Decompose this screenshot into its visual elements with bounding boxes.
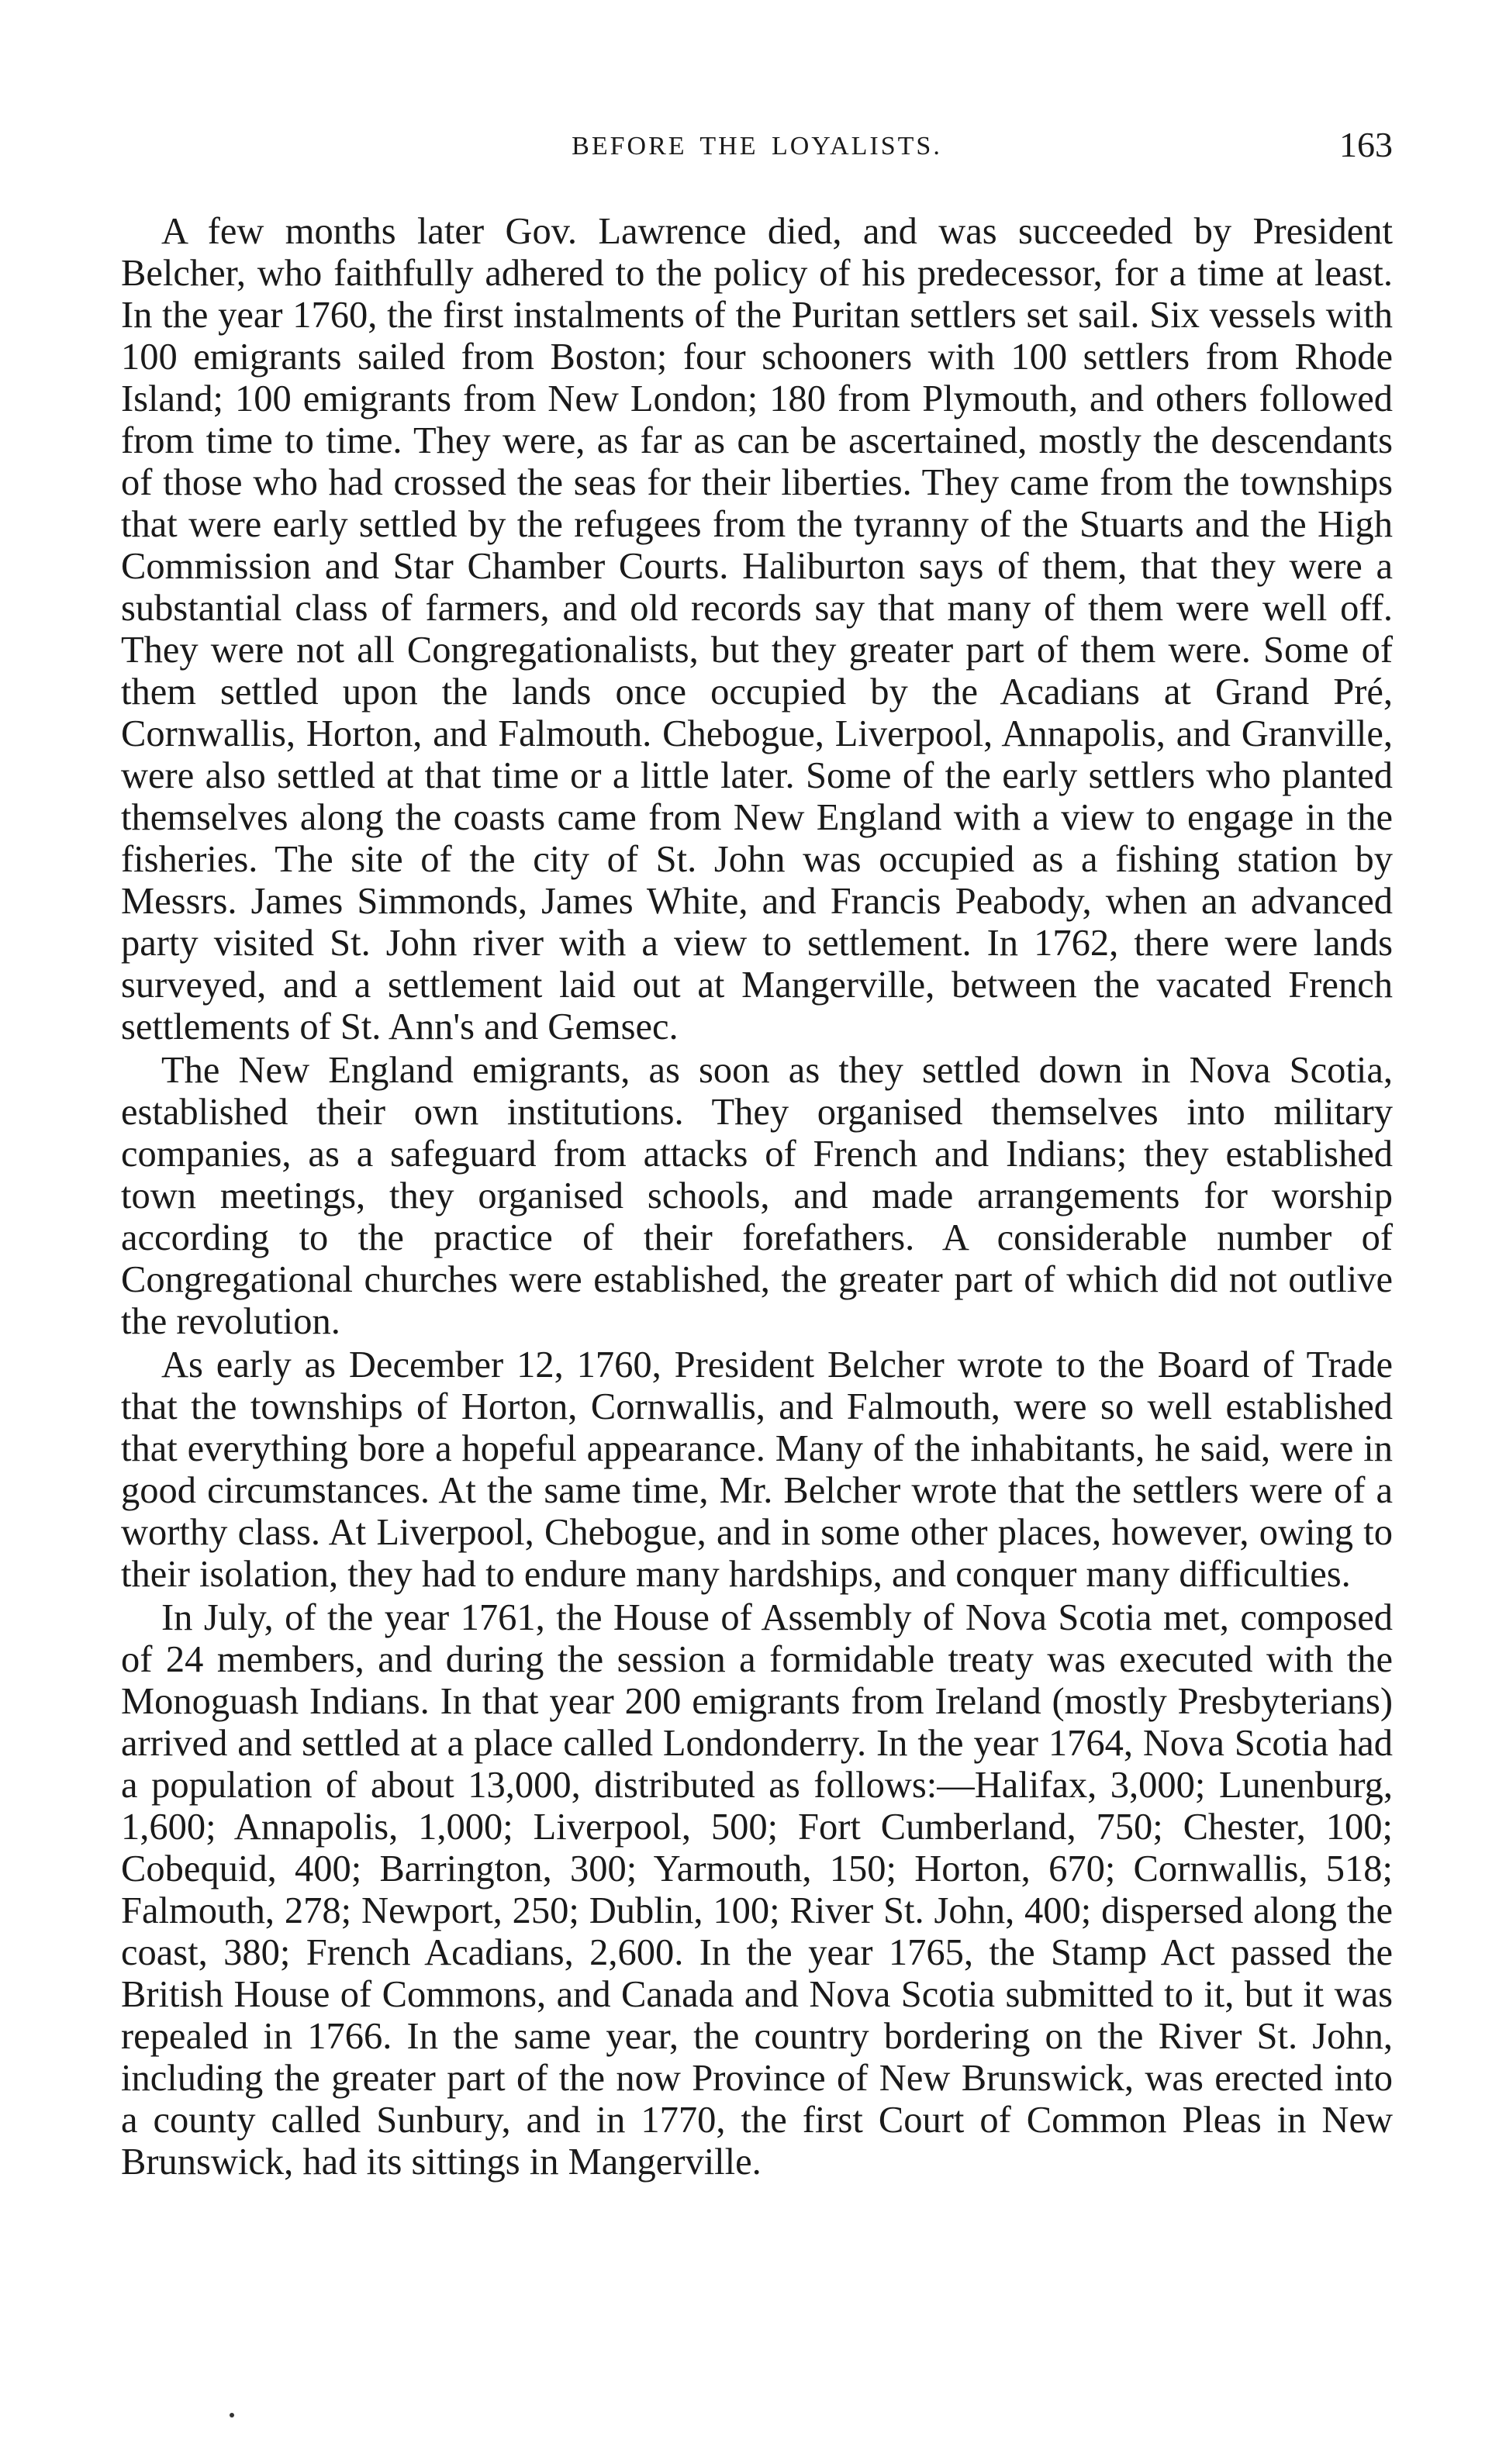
paragraph: A few months later Gov. Lawrence died, and was succeeded by President Belcher, who faithfully adhered to the policy of his predecessor, for a time at least. In the year 1760, the first instalments of the Puritan settlers set sail. Six vessels with 100 emigrants sailed from Boston; four schooners with 100 settlers from Rhode Island; 100 emigrants from New London; 180 from Plymouth, and others followed from time to time. They were, as far as can be ascertained, mostly the descendants of those who had crossed the seas for their liberties. They came from the townships that were early settled by the refugees from the tyranny of the Stuarts and the High Commission and Star Chamber Courts. Haliburton says of them, that they were a substantial class of farmers, and old records say that many of them were well off. They were not all Congregationalists, but they greater part of them were. Some of them settled upon the lands once occupied by the Acadians at Grand Pré, Cornwallis, Horton, and Falmouth. Chebogue, Liverpool, Annapolis, and Granville, were also settled at that time or a little later. Some of the early settlers who planted themselves along the coasts came from New England with a view to engage in the fisheries. The site of the city of St. John was occupied as a fishing station by Messrs. James Simmonds, James White, and Francis Peabody, when an advanced party visited St. John river with a view to settlement. In 1762, there were lands surveyed, and a settlement laid out at Mangerville, between the vacated French settlements of St. Ann's and Gemsec. — [121, 211, 1393, 1047]
ink-speck — [230, 2413, 234, 2417]
page-number: 163 — [1339, 125, 1393, 164]
book-page — [121, 124, 1393, 2185]
paragraph: In July, of the year 1761, the House of Assembly of Nova Scotia met, composed of 24 members, and during the session a formidable treaty was executed with the Monoguash Indians. In that year 200 emigrants from Ireland (mostly Presbyterians) arrived and settled at a place called Londonderry. In the year 1764, Nova Scotia had a population of about 13,000, distributed as follows:—Halifax, 3,000; Lunenburg, 1,600; Annapolis, 1,000; Liverpool, 500; Fort Cumberland, 750; Chester, 100; Cobequid, 400; Barrington, 300; Yarmouth, 150; Horton, 670; Cornwallis, 518; Falmouth, 278; Newport, 250; Dublin, 100; River St. John, 400; dispersed along the coast, 380; French Acadians, 2,600. In the year 1765, the Stamp Act passed the British House of Commons, and Canada and Nova Scotia submitted to it, but it was repealed in 1766. In the same year, the country bordering on the River St. John, including the greater part of the now Province of New Brunswick, was erected into a county called Sunbury, and in 1770, the first Court of Common Pleas in New Brunswick, had its sittings in Mangerville. — [121, 1597, 1393, 2183]
running-title: BEFORE THE LOYALISTS. — [572, 132, 942, 160]
running-head — [121, 124, 1393, 178]
paragraph: The New England emigrants, as soon as they settled down in Nova Scotia, established their own institutions. They organised themselves into military companies, as a safeguard from attacks of French and Indians; they established town meetings, they organised schools, and made arrangements for worship according to the practice of their forefathers. A considerable number of Congregational churches were established, the greater part of which did not outlive the revolution. — [121, 1050, 1393, 1342]
body-text — [121, 211, 1393, 2183]
paragraph: As early as December 12, 1760, President Belcher wrote to the Board of Trade that the townships of Horton, Cornwallis, and Falmouth, were so well established that everything bore a hopeful appearance. Many of the inhabitants, he said, were in good circumstances. At the same time, Mr. Belcher wrote that the settlers were of a worthy class. At Liverpool, Chebogue, and in some other places, however, owing to their isolation, they had to endure many hardships, and conquer many difficulties. — [121, 1344, 1393, 1595]
